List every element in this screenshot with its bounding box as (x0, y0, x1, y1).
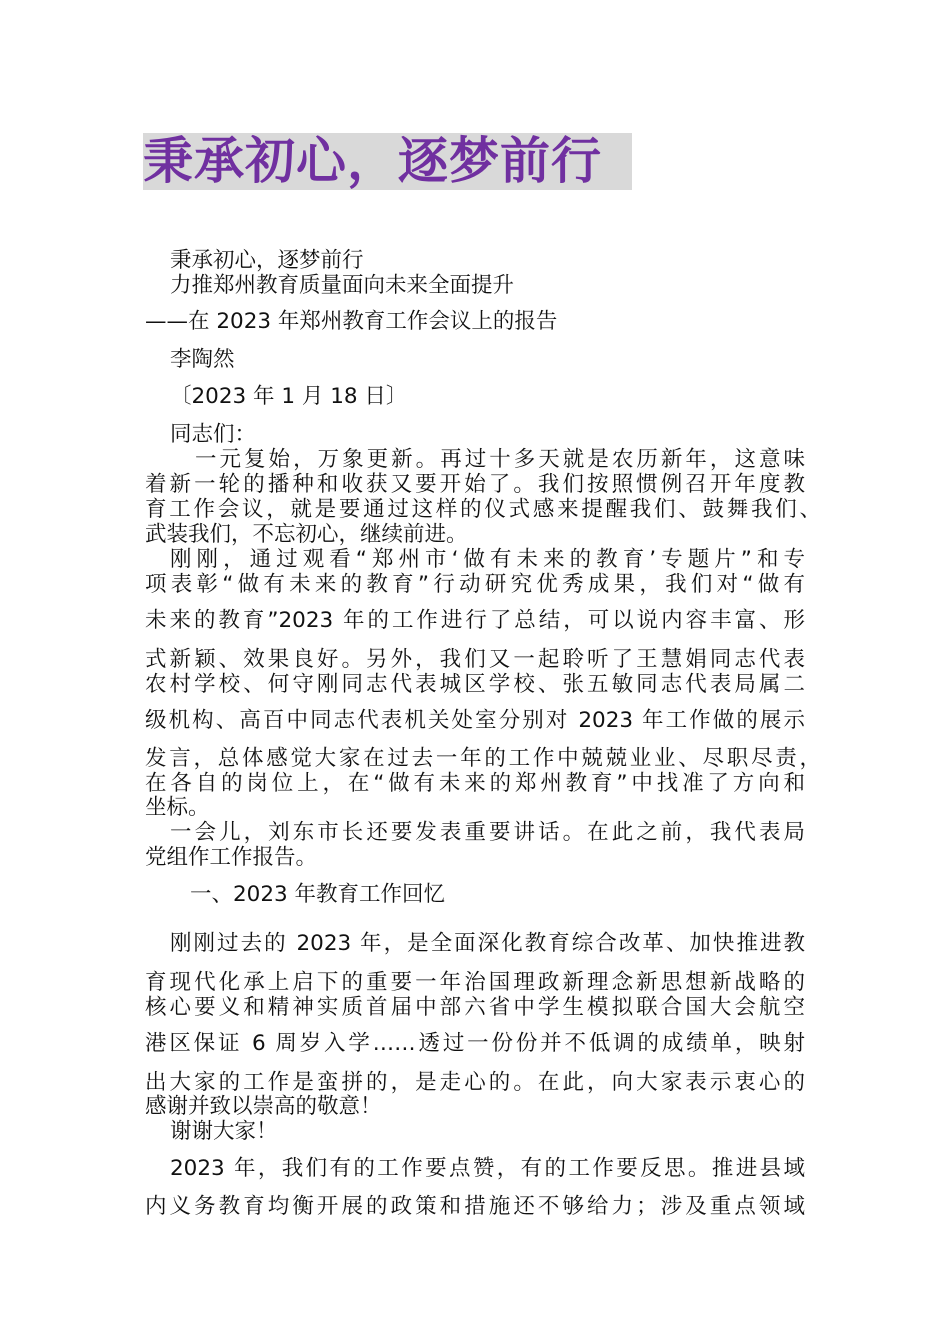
text-line: 发言，总体感觉大家在过去一年的工作中兢兢业业、尽职尽责， (145, 746, 821, 771)
text-line: 港区保证 6 周岁入学……透过一份份并不低调的成绩单，映射 (145, 1031, 805, 1056)
text-line: 内义务教育均衡开展的政策和措施还不够给力；涉及重点领域 (145, 1194, 805, 1219)
text-line: 出大家的工作是蛮拼的，是走心的。在此，向大家表示衷心的 (145, 1070, 805, 1095)
text-line: 农村学校、何守刚同志代表城区学校、张五敏同志代表局属二 (145, 672, 805, 697)
text-line: 一、2023 年教育工作回忆 (190, 882, 446, 907)
text-line: 级机构、高百中同志代表机关处室分别对 2023 年工作做的展示 (145, 708, 805, 733)
text-line: 一元复始，万象更新。再过十多天就是农历新年，这意味 (195, 447, 805, 472)
text-line: 党组作工作报告。 (145, 845, 318, 870)
text-line: 在各自的岗位上，在“做有未来的郑州教育”中找准了方向和 (145, 771, 805, 796)
text-line: 感谢并致以崇高的敬意！ (145, 1094, 382, 1119)
text-line: 刚刚过去的 2023 年，是全面深化教育综合改革、加快推进教 (170, 931, 805, 956)
text-line: 秉承初心，逐梦前行 (170, 248, 364, 273)
text-line: 同志们： (170, 422, 257, 447)
text-line: 式新颖、效果良好。另外，我们又一起聆听了王慧娟同志代表 (145, 647, 805, 672)
text-line: 刚刚，通过观看“郑州市‘做有未来的教育’专题片”和专 (170, 547, 805, 572)
text-line: 育工作会议，就是要通过这样的仪式感来提醒我们、鼓舞我们、 (145, 497, 821, 522)
text-line: 坐标。 (145, 795, 210, 820)
text-line: 〔2023 年 1 月 18 日〕 (170, 384, 408, 409)
text-line: 核心要义和精神实质首届中部六省中学生模拟联合国大会航空 (145, 995, 805, 1020)
text-line: 力推郑州教育质量面向未来全面提升 (170, 273, 515, 298)
text-line: ——在 2023 年郑州教育工作会议上的报告 (145, 309, 558, 334)
text-line: 育现代化承上启下的重要一年治国理政新理念新思想新战略的 (145, 970, 805, 995)
text-line: 未来的教育”2023 年的工作进行了总结，可以说内容丰富、形 (145, 608, 805, 633)
text-line: 武装我们，不忘初心，继续前进。 (145, 522, 468, 547)
text-line: 项表彰“做有未来的教育”行动研究优秀成果，我们对“做有 (145, 572, 805, 597)
text-line: 李陶然 (170, 347, 235, 372)
text-line: 着新一轮的播种和收获又要开始了。我们按照惯例召开年度教 (145, 472, 805, 497)
document-title: 秉承初心，逐梦前行 (143, 133, 632, 190)
text-line: 2023 年，我们有的工作要点赞，有的工作要反思。推进县域 (170, 1156, 805, 1181)
text-line: 谢谢大家！ (170, 1119, 278, 1144)
text-line: 一会儿，刘东市长还要发表重要讲话。在此之前，我代表局 (170, 820, 805, 845)
